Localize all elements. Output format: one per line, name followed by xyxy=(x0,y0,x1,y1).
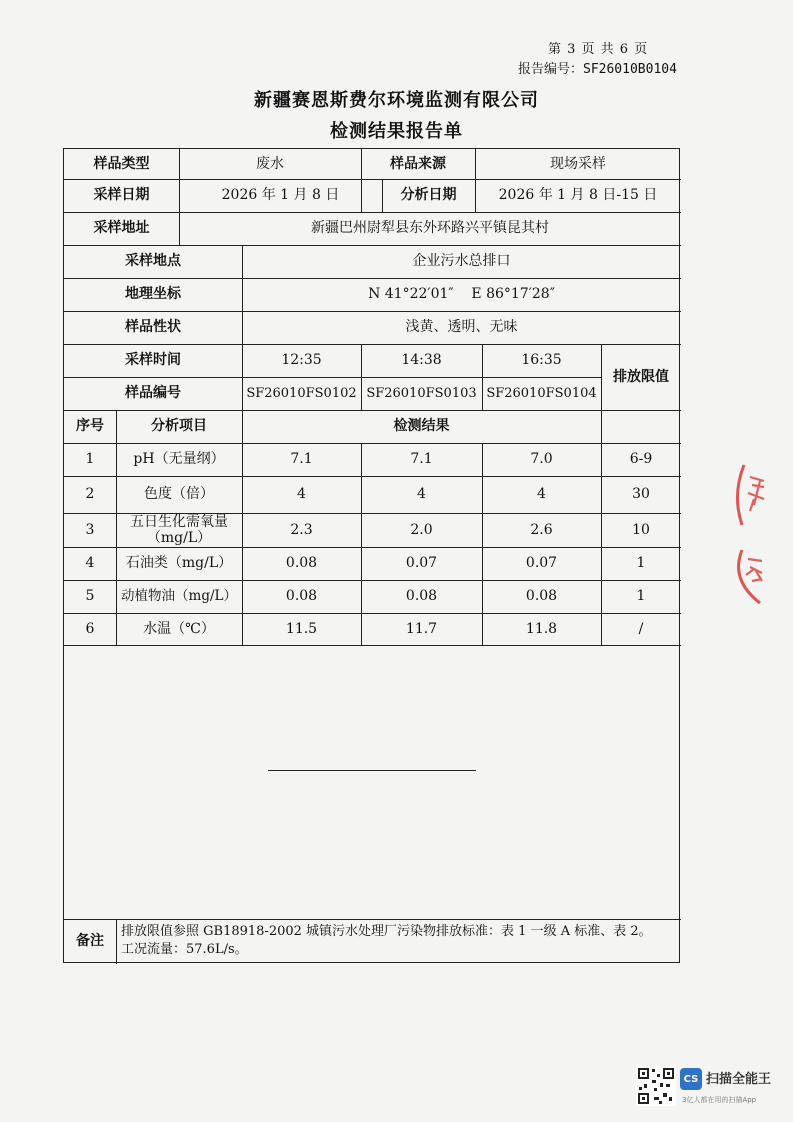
result-table xyxy=(63,148,680,963)
row-no: 3 xyxy=(85,521,95,538)
camscanner-name: 扫描全能王 xyxy=(706,1072,772,1087)
remarks-label: 备注 xyxy=(76,933,104,949)
camscanner-logo: CS xyxy=(680,1068,702,1090)
time-label: 采样时间 xyxy=(125,352,181,368)
page-number: 第 3 页 共 6 页 xyxy=(548,42,649,57)
row-value: 11.7 xyxy=(405,620,438,637)
row-no: 2 xyxy=(85,486,95,502)
sample-id-2: SF26010FS0103 xyxy=(366,386,477,401)
row-value: 0.07 xyxy=(525,555,558,571)
character-value: 浅黄、透明、无味 xyxy=(405,319,518,335)
row-value: 4 xyxy=(297,486,306,502)
end-of-table-line xyxy=(268,770,476,771)
row-limit: 1 xyxy=(636,588,646,604)
result-header: 检测结果 xyxy=(393,418,450,434)
time-1: 12:35 xyxy=(281,352,322,368)
item-header: 分析项目 xyxy=(151,418,207,434)
seq-header: 序号 xyxy=(76,418,104,434)
row-value: 2.6 xyxy=(530,521,553,538)
row-item: 水温（℃） xyxy=(143,620,215,637)
camscanner-tagline: 3亿人都在用的扫描App xyxy=(682,1096,757,1104)
row-value: 0.08 xyxy=(405,588,438,604)
report-title: 检测结果报告单 xyxy=(330,121,463,142)
row-no: 1 xyxy=(85,451,95,467)
seal-stamp xyxy=(722,455,782,615)
limit-label: 排放限值 xyxy=(613,368,669,385)
row-value: 4 xyxy=(417,486,426,502)
sample-source-label: 样品来源 xyxy=(390,155,446,172)
row-value: 7.1 xyxy=(410,451,433,467)
qr-code-icon xyxy=(636,1066,676,1106)
company-name: 新疆赛恩斯费尔环境监测有限公司 xyxy=(254,90,539,111)
row-no: 6 xyxy=(85,620,95,637)
location-value: 企业污水总排口 xyxy=(412,253,511,269)
row-limit: 1 xyxy=(636,555,646,571)
row-item: pH（无量纲） xyxy=(133,451,225,467)
row-value: 2.0 xyxy=(410,521,433,538)
row-limit: 10 xyxy=(632,521,650,538)
row-value: 7.0 xyxy=(530,451,553,467)
remarks-line-1: 排放限值参照 GB18918-2002 城镇污水处理厂污染物排放标准：表 1 一级 A 标准、表 2。 xyxy=(121,924,652,939)
row-no: 5 xyxy=(85,588,95,604)
character-label: 样品性状 xyxy=(125,319,181,335)
row-value: 11.5 xyxy=(285,620,318,637)
address-value: 新疆巴州尉犁县东外环路兴平镇昆其村 xyxy=(311,220,549,236)
analysis-date-value: 2026 年 1 月 8 日-15 日 xyxy=(498,187,658,203)
row-no: 4 xyxy=(85,555,95,571)
row-item: 动植物油（mg/L） xyxy=(121,588,237,604)
address-label: 采样地址 xyxy=(93,220,150,236)
location-label: 采样地点 xyxy=(125,253,181,269)
time-2: 14:38 xyxy=(401,352,442,368)
row-value: 0.07 xyxy=(405,555,438,571)
row-value: 4 xyxy=(537,486,546,502)
row-value: 0.08 xyxy=(285,588,318,604)
row-value: 0.08 xyxy=(285,555,318,571)
sampling-date-value: 2026 年 1 月 8 日 xyxy=(221,187,340,203)
row-limit: / xyxy=(638,620,644,637)
row-item: 色度（倍） xyxy=(144,486,214,502)
sample-id-label: 样品编号 xyxy=(125,385,181,401)
sampling-date-label: 采样日期 xyxy=(93,187,150,203)
row-limit: 30 xyxy=(632,486,650,502)
sample-type-value: 废水 xyxy=(256,155,284,172)
sample-type-label: 样品类型 xyxy=(93,155,150,172)
sample-id-1: SF26010FS0102 xyxy=(246,386,357,401)
row-value: 11.8 xyxy=(525,620,558,637)
remarks-line-2: 工况流量：57.6L/s。 xyxy=(121,942,248,957)
analysis-date-label: 分析日期 xyxy=(400,187,457,203)
row-item: 五日生化需氧量 （mg/L） xyxy=(130,514,228,546)
report-number: 报告编号：SF26010B0104 xyxy=(518,62,677,77)
coords-label: 地理坐标 xyxy=(125,286,181,302)
row-value: 0.08 xyxy=(525,588,558,604)
sample-id-3: SF26010FS0104 xyxy=(486,386,597,401)
sample-source-value: 现场采样 xyxy=(550,155,606,172)
row-value: 7.1 xyxy=(290,451,313,467)
coords-value: N 41°22′01″ E 86°17′28″ xyxy=(368,286,555,302)
row-item: 石油类（mg/L） xyxy=(125,555,233,571)
row-value: 2.3 xyxy=(290,521,313,538)
time-3: 16:35 xyxy=(521,352,562,368)
row-limit: 6-9 xyxy=(629,451,653,467)
